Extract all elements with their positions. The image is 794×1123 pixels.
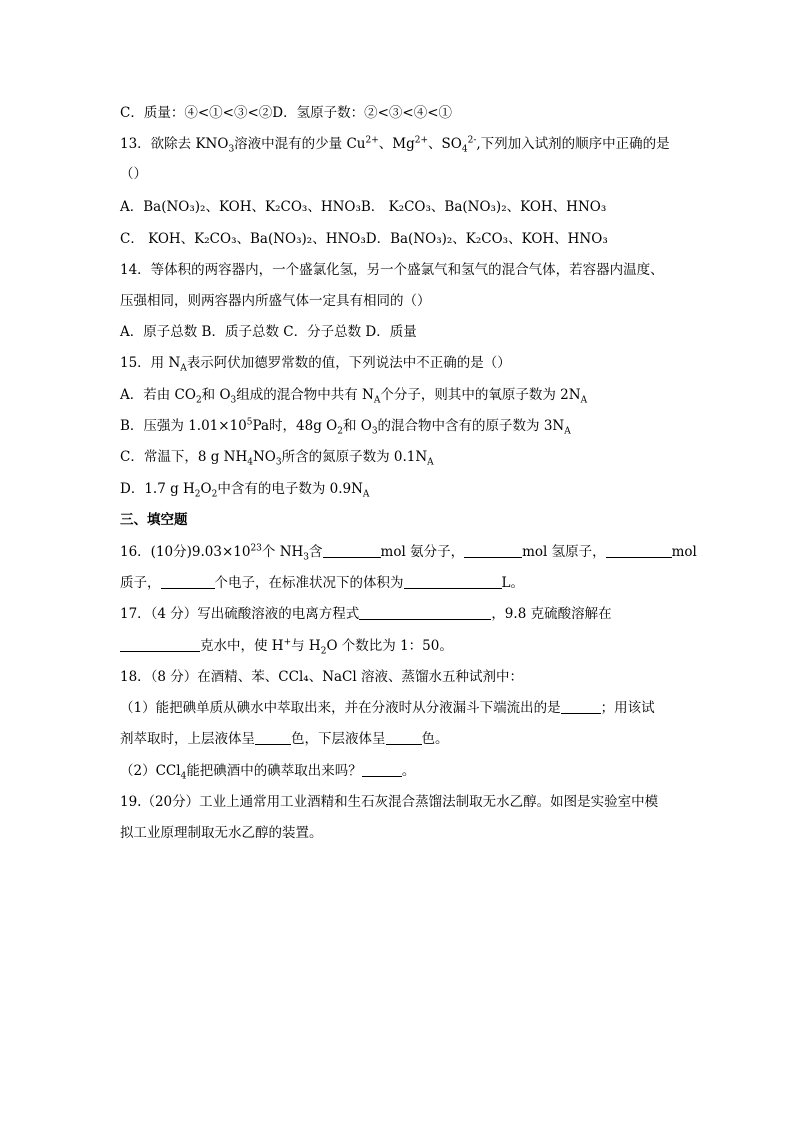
answer-blank[interactable]: [606, 544, 672, 558]
q18-part2: （2）CCl$_4$能把碘酒中的碘萃取出来吗？ 。: [120, 763, 416, 782]
q12-option-cd: C．质量：④<①<③<②D．氢原子数：②<③<④<①: [120, 105, 453, 121]
answer-blank[interactable]: [359, 606, 491, 620]
q18-part1-line2: 剂萃取时，上层液体呈 色，下层液体呈 色。: [120, 731, 449, 747]
q13-options-ab: A．Ba(NO₃)₂、KOH、K₂CO₃、HNO₃B． K₂CO₃、Ba(NO₃)₂、KOH、HNO₃: [120, 199, 607, 215]
q15-stem: 15．用 $N_A$表示阿伏加德罗常数的值，下列说法中不正确的是（）: [120, 355, 511, 374]
answer-blank[interactable]: [120, 638, 200, 652]
q18-stem: 18．（8 分）在酒精、苯、CCl₄、NaCl 溶液、蒸馏水五种试剂中：: [120, 669, 523, 685]
q13-options-cd: C． KOH、K₂CO₃、Ba(NO₃)₂、HNO₃D．Ba(NO₃)₂、K₂CO₃、KOH、HNO₃: [120, 231, 608, 247]
q14-options: A．原子总数 B．质子总数 C．分子总数 D．质量: [120, 324, 417, 340]
q16-line-1: 16．(10分)$9.03\times 10^{23}$个 $NH_3$含 mol 氨分子， mol 氢原子， mol: [120, 543, 697, 563]
answer-blank[interactable]: [561, 700, 601, 714]
q15-option-d: D．1.7 g $H_2O_2$中含有的电子数为 $0.9N_A$: [120, 481, 370, 500]
q14-stem-1: 14．等体积的两容器内，一个盛氯化氢，另一个盛氯气和氢气的混合气体，若容器内温度、: [120, 262, 664, 278]
q17-line-1: 17．（4 分）写出硫酸溶液的电离方程式 ，9.8 克硫酸溶解在: [120, 606, 612, 622]
section-heading-fill-blank: 三、填空题: [120, 512, 188, 528]
q17-line-2: 克水中，使 H+与 $H_2O$ 个数比为 1：50。: [120, 637, 680, 655]
answer-blank[interactable]: [362, 763, 402, 777]
q19-line-2: 拟工业原理制取无水乙醇的装置。: [120, 825, 323, 841]
q15-option-b: B．压强为 $1.01\times 10^5Pa$时，48g $O_2$和 $O_3$的混合物中含有的原子数为 $3N_A$: [120, 417, 571, 437]
q19-line-1: 19.（20分）工业上通常用工业酒精和生石灰混合蒸馏法制取无水乙醇。如图是实验室中模: [120, 794, 659, 810]
q18-part1-line1: （1）能把碘单质从碘水中萃取出来，并在分液时从分液漏斗下端流出的是 ；用该试: [120, 700, 655, 716]
q14-stem-2: 压强相同，则两容器内所盛气体一定具有相同的（）: [120, 293, 431, 309]
q16-line-2: 质子， 个电子，在标准状况下的体积为 L。: [120, 575, 524, 591]
q13-paren: （）: [120, 166, 147, 182]
answer-blank[interactable]: [404, 575, 502, 589]
q15-option-c: C．常温下，8 g $NH_4NO_3$所含的氮原子数为 $0.1N_A$: [120, 449, 434, 468]
answer-blank[interactable]: [323, 544, 381, 558]
answer-blank[interactable]: [255, 731, 291, 745]
answer-blank[interactable]: [161, 575, 215, 589]
q13-stem: 13．欲除去 $KNO_3$溶液中混有的少量 $Cu^{2+}$、$Mg^{2+}$、$SO_4^{2-}$,下列加入试剂的顺序中正确的是: [120, 135, 670, 155]
answer-blank[interactable]: [386, 731, 422, 745]
q15-option-a: A．若由 $CO_2$和 $O_3$组成的混合物中共有 $N_A$个分子，则其中的氧原子数为 $2N_A$: [120, 387, 588, 406]
answer-blank[interactable]: [464, 544, 522, 558]
